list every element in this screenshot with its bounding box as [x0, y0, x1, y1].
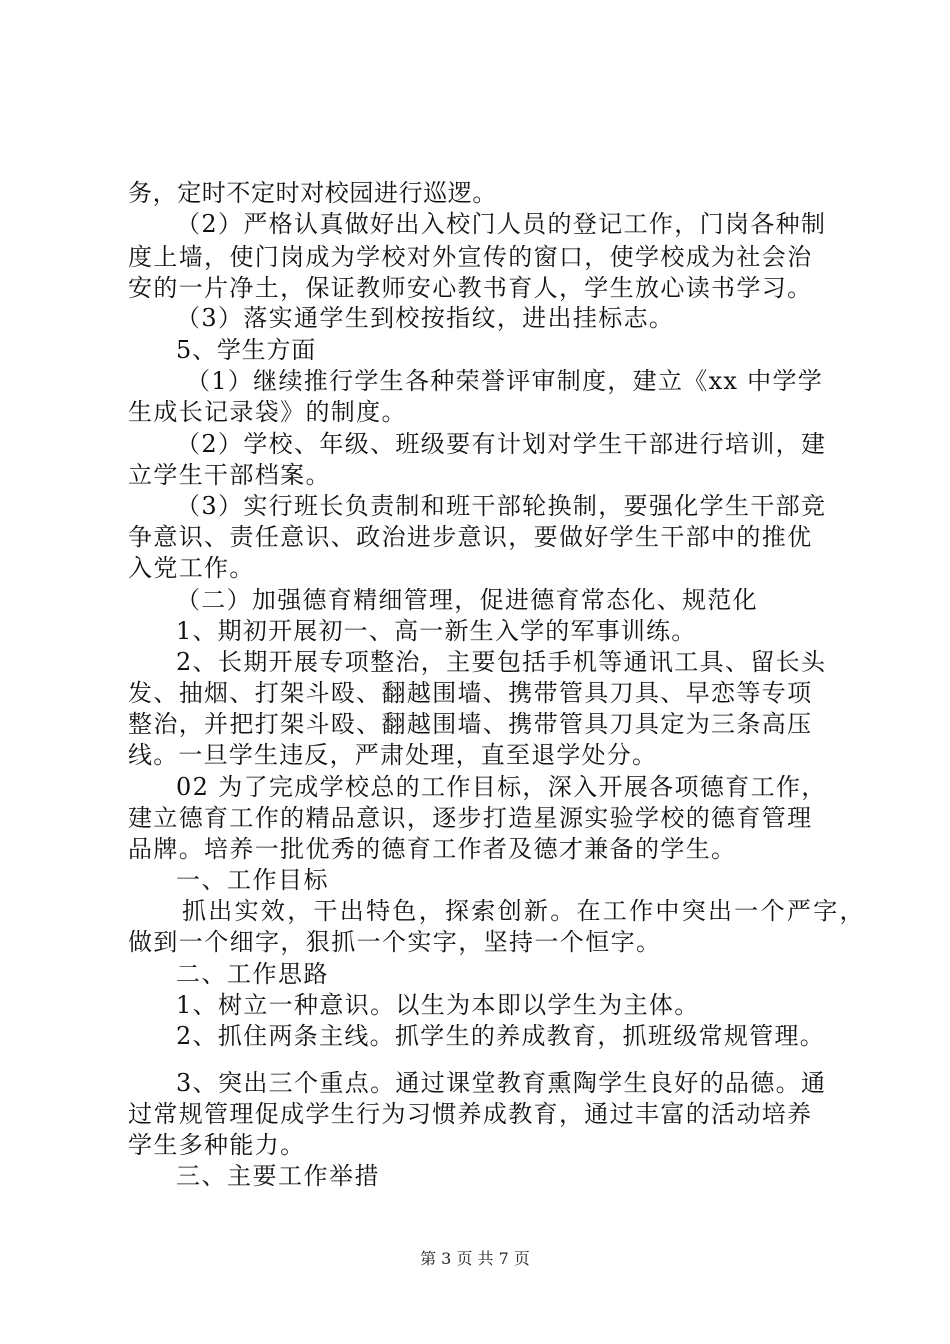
body-line: 整治，并把打架斗殴、翻越围墙、携带管具刀具定为三条高压 — [128, 710, 813, 738]
body-line: 度上墙，使门岗成为学校对外宣传的窗口，使学校成为社会治 — [128, 243, 813, 271]
body-line: 02 为了完成学校总的工作目标，深入开展各项德育工作， — [176, 773, 827, 801]
body-line: 入党工作。 — [128, 554, 255, 582]
section-heading: 三、主要工作举措 — [176, 1162, 380, 1190]
body-line: 安的一片净土，保证教师安心教书育人，学生放心读书学习。 — [128, 274, 813, 302]
body-line: 发、抽烟、打架斗殴、翻越围墙、携带管具刀具、早恋等专项 — [128, 679, 813, 707]
body-line: 3、突出三个重点。通过课堂教育熏陶学生良好的品德。通 — [176, 1069, 827, 1097]
body-line: 争意识、责任意识、政治进步意识，要做好学生干部中的推优 — [128, 523, 813, 551]
body-line: （3）落实通学生到校按指纹，进出挂标志。 — [176, 304, 675, 332]
section-heading: 一、工作目标 — [176, 866, 329, 894]
body-line: 立学生干部档案。 — [128, 461, 331, 489]
body-line: 务，定时不定时对校园进行巡逻。 — [128, 179, 497, 207]
body-line: 线。一旦学生违反，严肃处理，直至退学处分。 — [128, 741, 658, 769]
body-line: 学生多种能力。 — [128, 1131, 306, 1159]
body-line: （1）继续推行学生各种荣誉评审制度，建立《xx 中学学 — [186, 367, 824, 395]
body-line: （2）严格认真做好出入校门人员的登记工作，门岗各种制 — [176, 210, 827, 238]
body-line: 建立德育工作的精品意识，逐步打造星源实验学校的德育管理 — [128, 804, 813, 832]
body-line: 品牌。培养一批优秀的德育工作者及德才兼备的学生。 — [128, 835, 737, 863]
section-heading: 二、工作思路 — [176, 960, 329, 988]
body-line: 做到一个细字，狠抓一个实字，坚持一个恒字。 — [128, 928, 662, 956]
body-line: 过常规管理促成学生行为习惯养成教育，通过丰富的活动培养 — [128, 1100, 813, 1128]
body-line: 2、长期开展专项整治，主要包括手机等通讯工具、留长头 — [176, 648, 827, 676]
body-line: 1、树立一种意识。以生为本即以学生为主体。 — [176, 991, 700, 1019]
body-line: （3）实行班长负责制和班干部轮换制，要强化学生干部竞 — [176, 492, 827, 520]
body-line: 2、抓住两条主线。抓学生的养成教育，抓班级常规管理。 — [176, 1022, 826, 1050]
page-number-footer: 第 3 页 共 7 页 — [420, 1249, 530, 1268]
section-heading: （二）加强德育精细管理，促进德育常态化、规范化 — [176, 586, 758, 614]
body-line: 抓出实效，干出特色，探索创新。在工作中突出一个严字， — [182, 897, 866, 925]
body-line: （2）学校、年级、班级要有计划对学生干部进行培训，建 — [176, 430, 827, 458]
body-line: 生成长记录袋》的制度。 — [128, 398, 407, 426]
section-heading: 5、学生方面 — [176, 336, 317, 364]
body-line: 1、期初开展初一、高一新生入学的军事训练。 — [176, 617, 697, 645]
